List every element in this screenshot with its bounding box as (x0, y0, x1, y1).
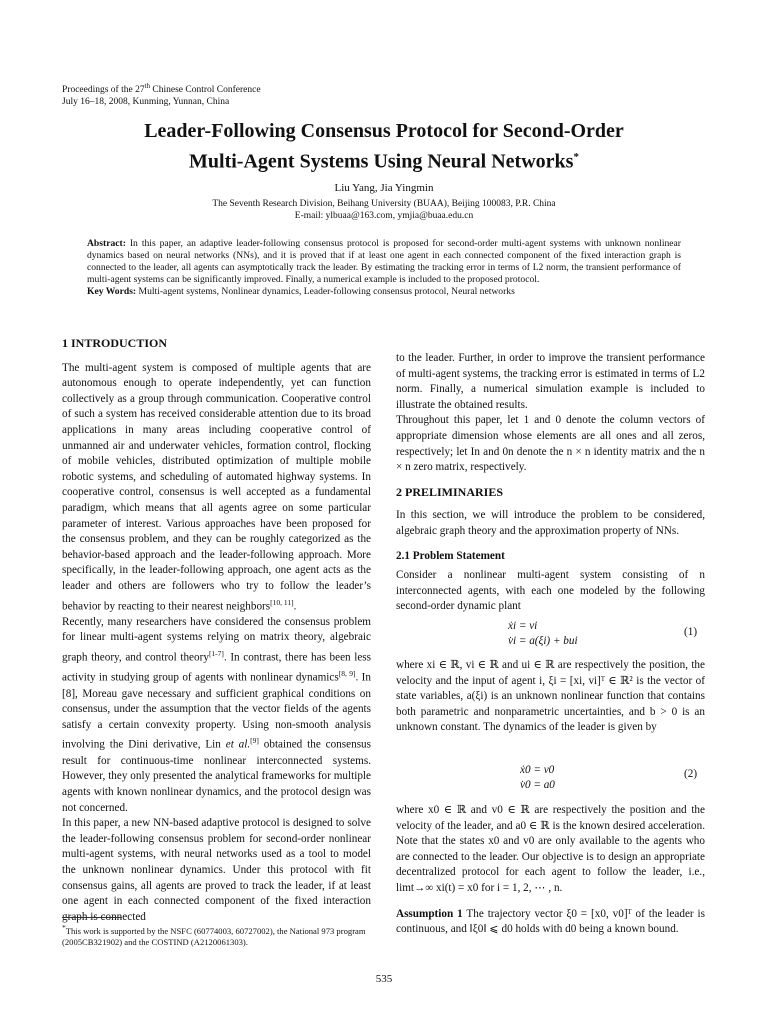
section-preliminaries-heading: 2 PRELIMINARIES (396, 484, 504, 499)
authors: Liu Yang, Jia Yingmin (334, 182, 434, 194)
right-column-top (396, 351, 705, 615)
right-column-middle (396, 658, 705, 736)
intro-paragraph-3: In this paper, a new NN-based adaptive protocol is designed to solve the leader-following consensus problem for second-order nonlinear multi-agent systems, with neural networks used as a tool to model the unknown nonlinear dynamics. Under this protocol with fit consensus gains, all agents are proved to track the leader, if at least one agent in each connected component of the fixed interaction graph is connected (62, 817, 371, 923)
conference-header: Proceedings of the 27th Chinese Control Conference July 16–18, 2008, Kunming, Yunnan, China (62, 82, 261, 108)
section-introduction-heading: 1 INTRODUCTION (62, 336, 168, 350)
intro-paragraph-2: Recently, many researchers have considered the consensus problem for linear multi-agent systems relying on matrix theory, algebraic graph theory, and control theory[1-7]. In contrast, there has been less activity in studying group of agents with nonlinear dynamics[8, 9]. In [8], Moreau gave necessary and sufficient graphical conditions on consensus, under the assumption that the vector fields of the agents satisfy a certain convexity property. Using non-smooth analysis involving the Dini derivative, Lin et al.[9] obtained the consensus result for continuous-time nonlinear interconnected systems. However, they only presented the analytical frameworks for multiple agents with known nonlinear dynamics, and the protocol design was not concerned. (62, 615, 372, 814)
equation-2: ẋ0 = v0 v̇0 = a0 (520, 764, 555, 791)
right-column-bottom (396, 803, 705, 938)
affiliation: The Seventh Research Division, Beihang University (BUAA), Beijing 100083, P.R. China E-mail: ylbuaa@163.com, ymjia@buaa.edu.cn (212, 199, 556, 221)
problem-paragraph: Consider a nonlinear multi-agent system consisting of n interconnected agents, with each one modeled by the following second-order dynamic plant (396, 569, 705, 613)
leader-paragraph: where x0 ∈ ℝ and v0 ∈ ℝ are respectively the position and the velocity of the leader, and a0 ∈ ℝ is the known desired acceleration. Note that the states x0 and v0 are only available to the agents who are connected to the leader. Our objective is to design an appropriate decentralized protocol for each agent to follow the leader, i.e., limt→∞ xi(t) = x0 for i = 1, 2, ⋯ , n. (396, 804, 705, 894)
paper-title: Leader-Following Consensus Protocol for Second-Order Multi-Agent Systems Using Neural Networks* (144, 120, 624, 173)
equation-1: ẋi = vi v̇i = a(ξi) + bui (508, 620, 578, 647)
left-column (62, 336, 371, 925)
equation-2-number: (2) (684, 768, 698, 780)
footnote: *This work is supported by the NSFC (60774003, 60727002), the National 973 program (2005CB321902) and the COSTIND (A2120061303). (62, 923, 366, 947)
subsection-problem-statement-heading: 2.1 Problem Statement (396, 549, 505, 562)
intro-paragraph-4: to the leader. Further, in order to improve the transient performance of multi-agent systems, the tracking error is estimated in terms of L2 norm. Finally, a numerical simulation example is included to illustrate the obtained results. (396, 352, 705, 411)
equation-1-number: (1) (684, 626, 698, 638)
intro-paragraph-1: The multi-agent system is composed of multiple agents that are autonomous enough to operate independently, yet can function collectively as a group through communication. Cooperative control of such a system has received considerable attention due to its broad applications in many areas including cooperative control of unmanned air and underwater vehicles, formation control, flocking of mobile vehicles, distributed optimization of multiple mobile robotic systems, and scheduling of automated highway systems. In cooperative control, consensus is well accepted as a fundamental paradigm, which means that all agents agree on some particular parameter of interest. Various approaches have been proposed for the consensus problem, and they can be roughly categorized as the behavior-based approach and the leader-following approach. More specifically, in the leader-following approach, one agent acts as the leader and others are followers who try to follow the leader’s behavior by reacting to their nearest neighbors[10, 11]. (62, 361, 371, 613)
assumption-1: Assumption 1 The trajectory vector ξ0 = [x0, v0]ᵀ of the leader is continuous, and ‖ξ0‖ ⩽ d0 holds with d0 being a known bound. (396, 907, 706, 936)
footnote-rule (62, 917, 122, 918)
preliminaries-paragraph: In this section, we will introduce the problem to be considered, algebraic graph theory and the approximation property of NNs. (396, 509, 705, 537)
state-definition-paragraph: where xi ∈ ℝ, vi ∈ ℝ and ui ∈ ℝ are respectively the position, the velocity and the input of agent i, ξi = [xi, vi]ᵀ ∈ ℝ² is the vector of state variables, a(ξi) is an unknown nonlinear function that contains both parametric and nonparametric uncertainties, and b > 0 is an unknown constant. The dynamics of the leader is given by (396, 659, 705, 734)
page-number: 535 (375, 973, 393, 985)
notation-paragraph: Throughout this paper, let 1 and 0 denote the column vectors of appropriate dimension whose elements are all ones and all zeros, respectively; let In and 0n denote the n × n identity matrix and the n × n zero matrix, respectively. (396, 414, 705, 474)
abstract: Abstract: In this paper, an adaptive leader-following consensus protocol is proposed for second-order multi-agent systems with unknown nonlinear dynamics based on neural networks (NNs), and it is proved that if at least one agent in each connected component of the fixed interaction graph is connected to the leader, all agents can asymptotically track the leader. By estimating the tracking error in terms of L2 norm, the transient performance of multi-agent systems can be significantly improved. Finally, a numerical example is included to the proposed protocol. Key Words: Multi-agent systems, Nonlinear dynamics, Leader-following consensus protocol, Neural networks (87, 238, 681, 298)
